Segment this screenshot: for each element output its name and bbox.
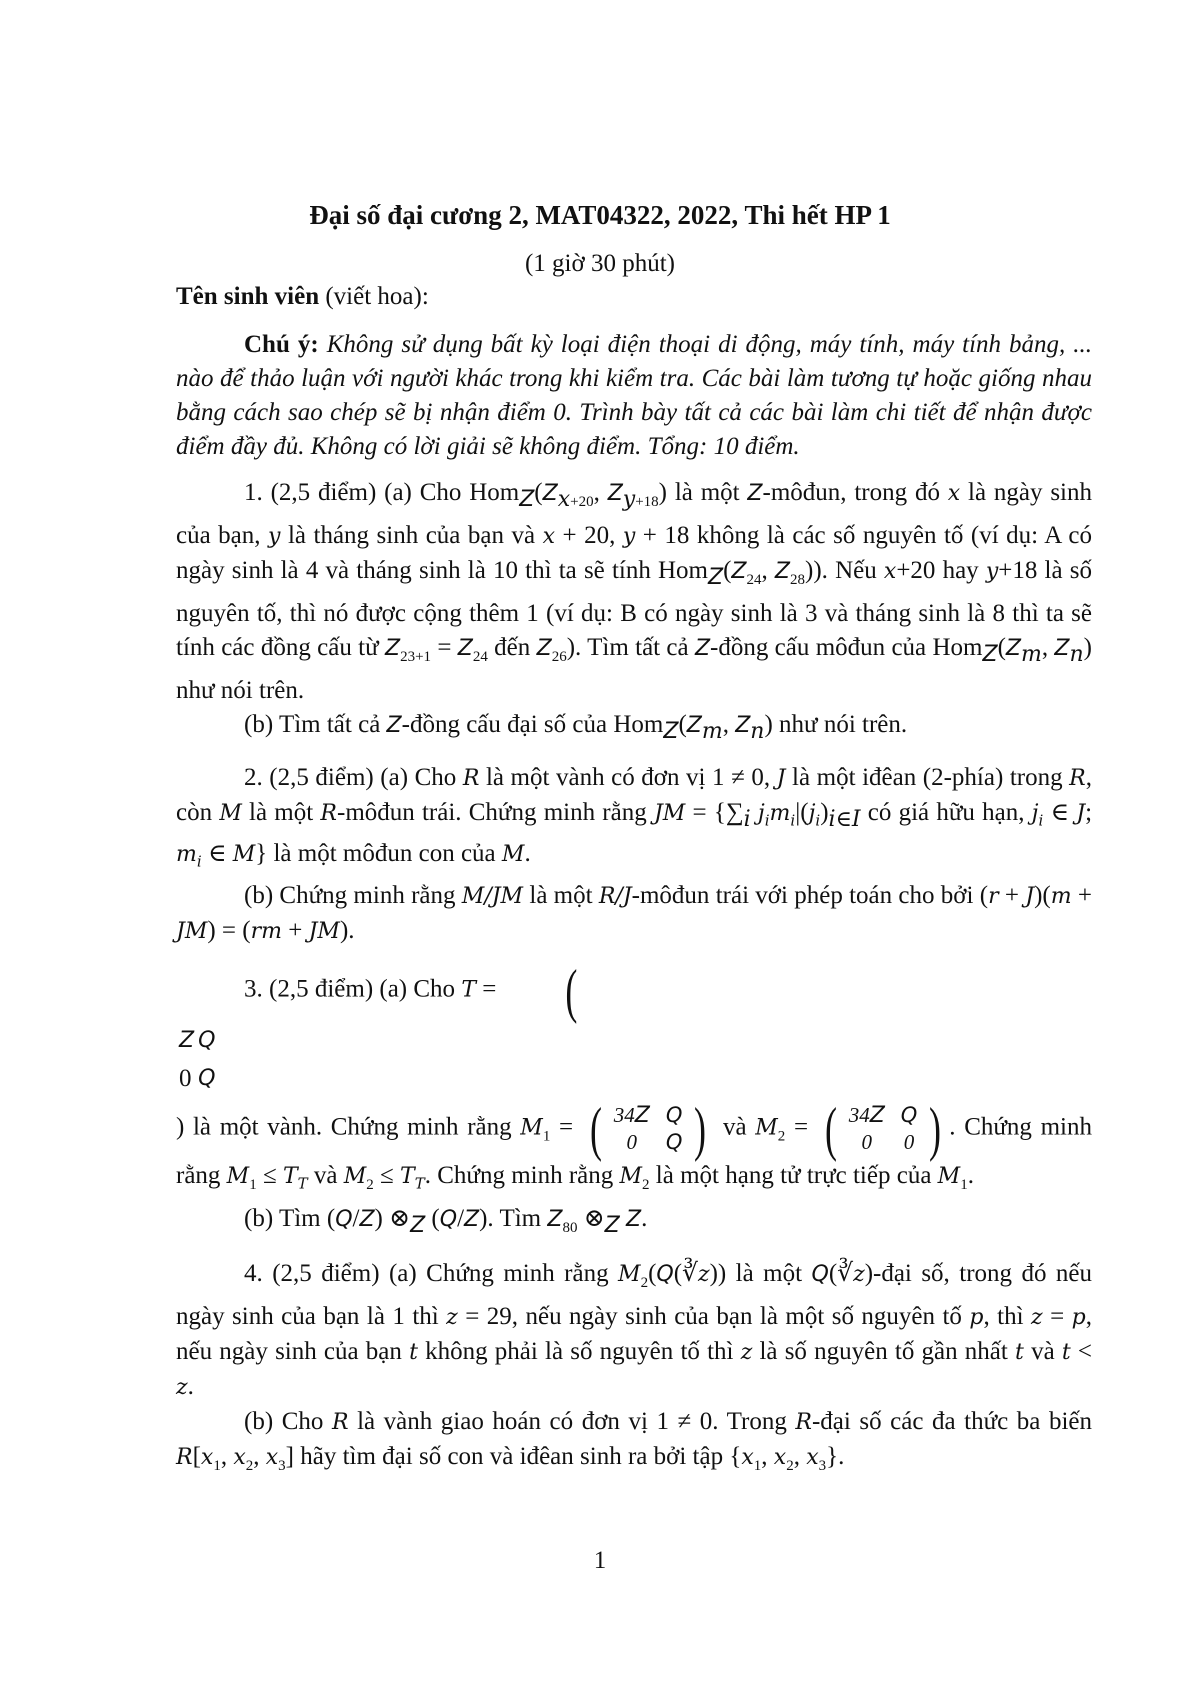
question-3b: (b) Tìm (Q/Z) $\otimes_Z$ (Q/Z). Tìm $Z_{80}$ $\otimes_Z$ Z. xyxy=(244,1204,648,1238)
question-4a: 4. (2,5 điểm) (a) Chứng minh rằng $M_2(Q(∛z))$ là một Q(∛z)-đại số, trong đó nếu ngày sinh của bạn là 1 thì z = 29, nếu ngày sinh của bạn là một số nguyên tố p, thì z = p, nếu ngày sinh của bạn t không phải là số nguyên tố thì z là số nguyên tố gần nhất t và t < z. xyxy=(176,1259,1093,1400)
page-number: 1 xyxy=(593,1547,607,1574)
matrix-M1: ( 34Z Q 0 Q ) xyxy=(589,1095,707,1162)
page-title: Đại số đại cương 2, MAT04322, 2022, Thi hết HP 1 xyxy=(309,200,891,230)
exam-body: Chú ý: Không sử dụng bất kỳ loại điện thoại di động, máy tính, máy tính bảng, ... nào để thảo luận với người khác trong khi kiểm tra. Các bài làm tương tự hoặc giống nhau bằng cách sao chép sẽ bị nhận điểm 0. Trình bày tất cả các bài làm chi tiết để nhận được điểm đầy đủ. Không có lời giải sẽ không điểm. Tổng: 10 điểm. 1. (2,5 điểm) (a) Cho $Hom_Z(Z_{x+20}$, $Z_{y+18}$) là một Z-môđun, trong đó x là ngày sinh của bạn, y là tháng sinh của bạn và x + 20, y + 18 không là các số nguyên tố (ví dụ: A có ngày sinh là 4 và tháng sinh là 10 thì ta sẽ tính $Hom_Z(Z_{24}$, $Z_{28}$)). Nếu x+20 hay y+18 là số nguyên tố, thì nó được cộng thêm 1 (ví dụ: B có ngày sinh là 3 và tháng sinh là 8 thì ta sẽ tính các đồng cấu từ $Z_{23+1} = Z_{24}$ đến $Z_{26}$). Tìm tất cả Z-đồng cấu môđun của $Hom_Z(Z_m$, $Z_n$) như nói trên. (b) Tìm tất cả Z-đồng cấu đại số của $Hom_Z(Z_m$, $Z_n$) như nói trên. 2. (2,5 điểm) (a) Cho R là một vành có đơn vị 1 ≠ 0, J là một iđêan (2-phía) trong R, còn M là một R-môđun trái. Chứng minh rằng JM = {$\sum_i$ $j_im_i|(j_i)_{i\in I}$ có giá hữu hạn, $j_i$ ∈ J; $m_i$ ∈ M} là một môđun con của M. (b) Chứng minh rằng M/JM là một R/J-môđun trái với phép toán cho bởi (r + J)(m + JM) = (rm + JM). 3. (2,5 điểm) (a) Cho T = ( Z Q 0 Q ) là một vành. Chứng minh rằng $M_1$ = ( 34Z Q 0 Q ) và $M_2$ = ( 34Z Q 0 0 ) . Chứng minh rằng $M_1 \le T_T$ và $M_2 \le T_T$. Chứng minh rằng $M_2$ là một hạng tử trực tiếp của $M_1$. (b) Tìm (Q/Z) $\otimes_Z$ (Q/Z). Tìm $Z_{80}$ $\otimes_Z$ Z. 4. (2,5 điểm) (a) Chứng minh rằng $M_2(Q(∛z))$ là một Q(∛z)-đại số, trong đó nếu ngày sinh của bạn là 1 thì z = 29, nếu ngày sinh của bạn là một số nguyên tố p, thì z = p, nếu ngày sinh của bạn t không phải là số nguyên tố thì z là số nguyên tố gần nhất t và t < z. (b) Cho R là vành giao hoán có đơn vị 1 ≠ 0. Trong R-đại số các đa thức ba biến $R[x_1$, $x_2$, $x_3$] hãy tìm đại số con và iđêan sinh ra bởi tập {$x_1$, $x_2$, $x_3$}. xyxy=(176,328,1092,1483)
question-2b: (b) Chứng minh rằng M/JM là một R/J-môđun trái với phép toán cho bởi (r + J)(m + JM) = (rm + JM). xyxy=(176,881,1092,944)
note-label: Chú ý: xyxy=(244,331,319,358)
question-4b: (b) Cho R là vành giao hoán có đơn vị 1 ≠ 0. Trong R-đại số các đa thức ba biến $R[x_1$, $x_2$, $x_3$] hãy tìm đại số con và iđêan sinh ra bởi tập {$x_1$, $x_2$, $x_3$}. xyxy=(176,1407,1092,1474)
question-1a: 1. (2,5 điểm) (a) Cho $Hom_Z(Z_{x+20}$, $Z_{y+18}$) là một Z-môđun, trong đó x là ngày sinh của bạn, y là tháng sinh của bạn và x + 20, y + 18 không là các số nguyên tố (ví dụ: A có ngày sinh là 4 và tháng sinh là 10 thì ta sẽ tính $Hom_Z(Z_{24}$, $Z_{28}$)). Nếu x+20 hay y+18 là số nguyên tố, thì nó được cộng thêm 1 (ví dụ: B có ngày sinh là 3 và tháng sinh là 8 thì ta sẽ tính các đồng cấu từ $Z_{23+1} = Z_{24}$ đến $Z_{26}$). Tìm tất cả Z-đồng cấu môđun của $Hom_Z(Z_m$, $Z_n$) như nói trên. xyxy=(176,479,1093,704)
exam-duration: (1 giờ 30 phút) xyxy=(524,250,675,277)
question-3a: 3. (2,5 điểm) (a) Cho T = ( xyxy=(176,961,1092,1021)
question-1b: (b) Tìm tất cả Z-đồng cấu đại số của $Hom_Z(Z_m$, $Z_n$) như nói trên. xyxy=(244,711,908,744)
matrix-T: ( xyxy=(565,957,577,1024)
matrix-M2: ( 34Z Q 0 0 ) xyxy=(824,1095,942,1162)
note-text: Không sử dụng bất kỳ loại điện thoại di động, máy tính, máy tính bảng, ... nào để thảo luận với người khác trong khi kiểm tra. Các bài làm tương tự hoặc giống nhau bằng cách sao chép sẽ bị nhận điểm 0. Trình bày tất cả các bài làm chi tiết để nhận được điểm đầy đủ. Không có lời giải sẽ không điểm. Tổng: 10 điểm. xyxy=(176,331,1093,460)
exam-note xyxy=(176,328,1092,464)
student-name-hint: (viết hoa): xyxy=(325,283,429,310)
student-name-label: Tên sinh viên xyxy=(176,283,320,310)
question-2a: 2. (2,5 điểm) (a) Cho R là một vành có đơn vị 1 ≠ 0, J là một iđêan (2-phía) trong R, còn M là một R-môđun trái. Chứng minh rằng JM = {$\sum_i$ $j_im_i|(j_i)_{i\in I}$ có giá hữu hạn, $j_i$ ∈ J; $m_i$ ∈ M} là một môđun con của M. xyxy=(176,764,1093,871)
student-name-line xyxy=(176,283,429,311)
